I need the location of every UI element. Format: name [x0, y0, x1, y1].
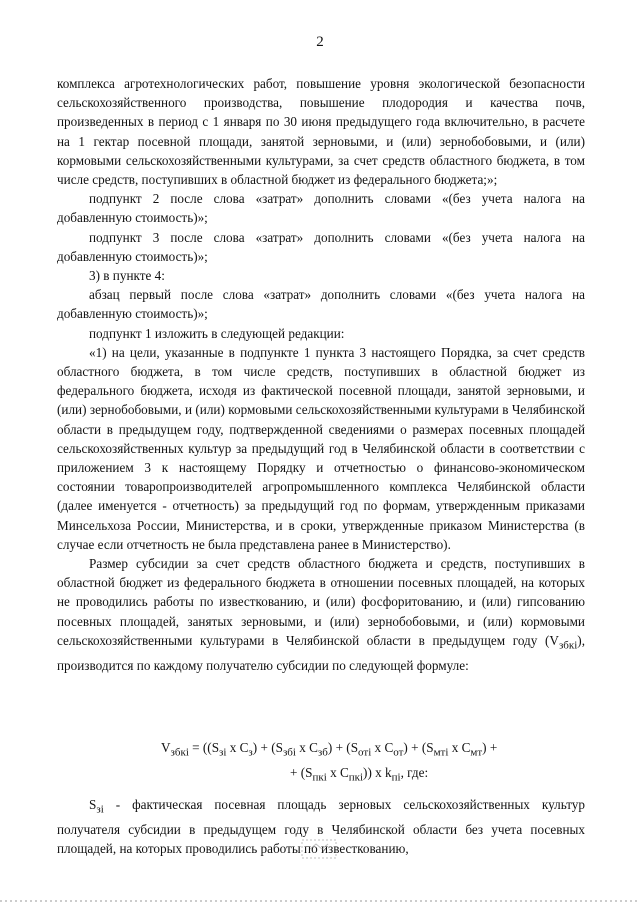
document-body: [57, 74, 585, 675]
formula-line-1-token-4: x C: [226, 740, 249, 755]
paragraph-first-abzac: абзац первый после слова «затрат» дополнить словами «(без учета налога на добавленную стоимость)»;: [57, 287, 585, 322]
formula-line-1-token-16: x C: [448, 740, 471, 755]
formula-line-1-token-6: ) + (S: [252, 740, 283, 755]
formula-line-2: [290, 763, 640, 788]
formula-line-1-token-8: x C: [295, 740, 318, 755]
formula-line-1-token-11: отi: [358, 746, 372, 759]
formula-line-2-token-5: пi: [391, 771, 401, 784]
paragraph-subpoint-2: подпункт 2 после слова «затрат» дополнить словами «(без учета налога на добавленную стоимость)»;: [57, 191, 585, 226]
formula-line-1-token-18: ) +: [482, 740, 498, 755]
subsidy-size-subscript: збкi: [558, 639, 578, 652]
formula-line-1-token-3: зi: [219, 746, 227, 759]
definition-symbol-subscript: зi: [96, 803, 104, 816]
formula-line-2-token-3: пкi: [348, 771, 364, 784]
scan-edge-line: [0, 900, 640, 902]
page-number: 2: [316, 34, 324, 50]
formula-line-1-token-13: от: [393, 746, 404, 759]
formula-line-2-token-1: пкi: [312, 771, 327, 784]
paragraph-point-4-heading: 3) в пункте 4:: [89, 268, 165, 284]
paragraph-subpoint-3: подпункт 3 после слова «затрат» дополнить словами «(без учета налога на добавленную стоимость)»;: [57, 229, 585, 264]
formula-line-2-token-0: + (S: [290, 764, 313, 780]
formula-line-1-token-12: x C: [371, 740, 394, 755]
formula-line-1-token-14: ) + (S: [403, 740, 434, 755]
formula-line-1-token-0: V: [161, 740, 171, 755]
subsidy-size-text: Размер субсидии за счет средств областного бюджета и средств, поступивших в областной бюджет из федерального бюджета в отношении посевных площадей, на которых не проводились работы по известкованию, и (или) фосфоритованию, и (или) гипсованию посевных площадей, занятых зерновыми, и (или) зернобобовыми, и (или) кормовыми сельскохозяйственными культурами в Челябинской области в предыдущем году (V: [57, 556, 585, 648]
paragraph-subpoint-1-intro: подпункт 1 изложить в следующей редакции:: [89, 325, 345, 341]
formula-line-2-token-4: )) x k: [363, 764, 392, 780]
formula-line-1-token-9: зб: [317, 746, 328, 759]
subsidy-size-text-end: ), производится по каждому получателю субсидии по следующей формуле:: [57, 632, 585, 673]
formula-line-1-token-15: мтi: [433, 746, 449, 759]
paragraph-continuation: комплекса агротехнологических работ, повышение уровня экологической безопасности сельскохозяйственного производства, повышение плодородия и качества почв, произведенных в период с 1 января по 30 июня предыдущего года включительно, в расчете на 1 гектар посевной площади, занятой зерновыми, и (или) зернобобовыми, и (или) кормовыми сельскохозяйственными культурами, за счет средств областного бюджета, в том числе средств, поступивших в областной бюджет из федерального бюджета;»;: [57, 76, 585, 188]
formula-line-1-token-2: = ((S: [188, 740, 220, 755]
paragraph-subpoint-1-text: «1) на цели, указанные в подпункте 1 пункта 3 настоящего Порядка, за счет средств областного бюджета, в том числе средств, поступивших в областной бюджет из федерального бюджета, исходя из фактической посевной площади, занятой зерновыми, и (или) зернобобовыми, и (или) кормовыми сельскохозяйственными культурами в Челябинской области в предыдущем году, подтвержденной сведениями о размерах посевных площадей сельскохозяйственных культур за предыдущий год в Челябинской области в соответствии с приложением 3 к настоящему Порядку и отчетностью о финансово-экономическом состоянии товаропроизводителей агропромышленного комплекса Челябинской области (далее именуется - отчетность) за предыдущий год по формам, утвержденным приказами Минсельхоза России, Министерства, и в сроки, утвержденные приказом Министерства (в случае если отчетность не была представлена ранее в Министерство).: [57, 344, 585, 552]
formula-line-1: [161, 738, 640, 763]
formula-line-1-token-17: мт: [470, 746, 483, 759]
subsidy-formula: [0, 738, 640, 787]
paragraph-subsidy-size: [57, 554, 585, 675]
formula-line-2-token-2: x C: [326, 764, 349, 780]
formula-line-1-token-5: з: [248, 746, 253, 759]
formula-line-1-token-1: збкi: [170, 746, 189, 759]
formula-line-2-token-6: , где:: [400, 764, 429, 780]
stamp-mark: [296, 838, 342, 860]
formula-line-1-token-7: збi: [282, 746, 296, 759]
definition-text: - фактическая посевная площадь зерновых сельскохозяйственных культур получателя субсидии в предыдущем году в Челябинской области без учета посевных площадей, на которых проводились работы по известкованию,: [57, 797, 585, 857]
formula-line-1-token-10: ) + (S: [327, 740, 359, 755]
definition-symbol: S: [89, 797, 97, 812]
